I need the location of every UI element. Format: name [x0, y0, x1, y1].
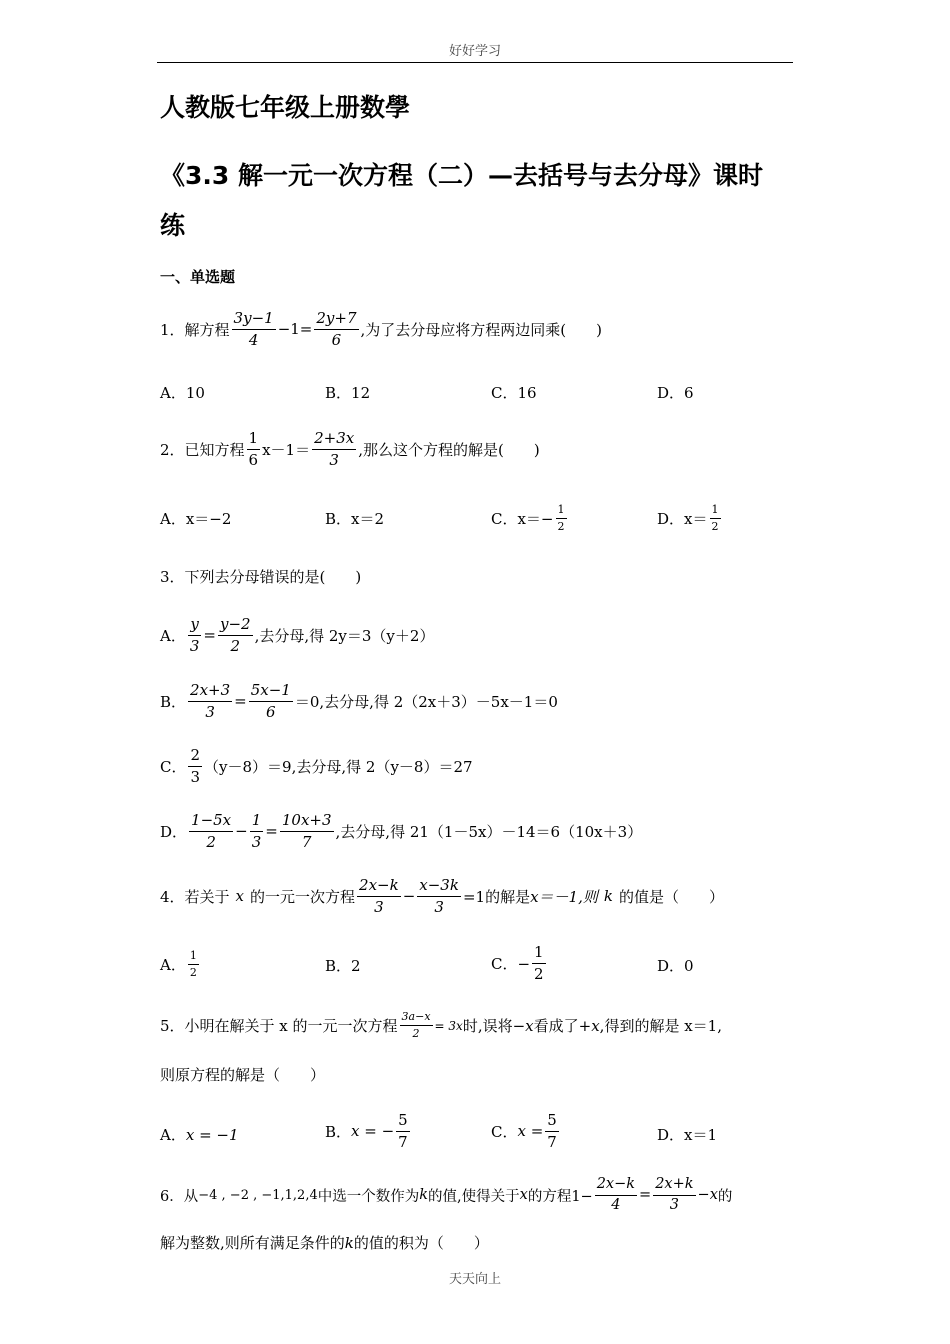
q3d-label: D． [160, 822, 188, 841]
header-rule [157, 62, 793, 63]
q5-f-num: 3a−x [400, 1011, 433, 1026]
q4-var-k: k [603, 887, 613, 905]
q4-f1-den: 3 [374, 897, 384, 916]
q2-option-c-fraction [556, 504, 567, 533]
q5-eq: = 3x [434, 1018, 463, 1033]
q4-mid2: =1的解是 [462, 887, 531, 906]
q4-suffix: 的值是（ ） [618, 887, 724, 906]
q3b-label: B． [160, 692, 187, 711]
q4-solution: x＝－1,则 [530, 887, 598, 906]
q2-optd-den: 2 [711, 520, 719, 534]
q1-f2-den: 6 [331, 330, 342, 349]
q3c-text: （y－8）＝9,去分母,得 2（y－8）＝27 [204, 757, 473, 776]
q1-option-a[interactable]: A．10 [160, 384, 205, 402]
q3d-text: ,去分母,得 21（1－5x）－14＝6（10x＋3） [335, 822, 643, 841]
q6-f2-den: 3 [669, 1196, 679, 1213]
q4-option-c-label: C．− [491, 954, 531, 973]
q2-option-c[interactable] [491, 504, 569, 533]
q5-mid2: 看成了 [533, 1017, 579, 1036]
q3-option-a[interactable] [160, 616, 434, 654]
q4-option-c[interactable] [491, 944, 548, 982]
q3b-eq: = [234, 692, 247, 710]
q3c-f1-den: 3 [190, 767, 201, 786]
q5-option-b-expr: x = − [351, 1122, 395, 1140]
q4-minus: − [402, 887, 416, 905]
q6-eq: = [639, 1187, 652, 1204]
section-heading: 一、单选题 [160, 268, 236, 286]
page-footer: 天天向上 [448, 1272, 501, 1287]
q1-f1-den: 4 [248, 330, 259, 349]
q5-prefix: 5．小明在解关于 x 的一元一次方程 [160, 1017, 398, 1036]
q5-option-b-fraction [396, 1112, 410, 1150]
q4-mid1: 的一元一次方程 [250, 887, 356, 906]
q6-line-2 [160, 1232, 489, 1253]
q5-option-b[interactable] [325, 1112, 412, 1150]
q2-fraction-1 [247, 430, 261, 468]
q1-option-d[interactable]: D．6 [657, 384, 694, 402]
q5-line-2: 则原方程的解是（ ） [160, 1066, 326, 1084]
q3d-minus: − [235, 822, 248, 840]
q5-option-a-expr: x = −1 [185, 1125, 239, 1144]
q5-option-c-expr: x = [517, 1122, 544, 1140]
q3d-f3-den: 7 [301, 832, 312, 851]
doc-title-line1: 人教版七年级上册数學 [160, 93, 411, 122]
q3d-f3-num: 10x+3 [280, 812, 334, 832]
q4-optc-den: 2 [534, 964, 544, 983]
q2-f1-num: 1 [247, 430, 261, 450]
q2-prefix: 2．已知方程 [160, 440, 245, 459]
q5-suffix: ,得到的解是 x＝1, [599, 1017, 722, 1036]
q2-optc-den: 2 [557, 520, 565, 534]
q6-fraction-1 [595, 1177, 637, 1214]
q5-neg-x: −x [512, 1016, 534, 1035]
q2-mid: x－1＝ [262, 440, 311, 459]
q2-option-d[interactable] [657, 504, 723, 533]
q3a-f1-den: 3 [189, 636, 200, 655]
q5-option-c[interactable] [491, 1112, 561, 1150]
q4-prefix: 4．若关于 [160, 887, 230, 906]
q2-option-d-fraction [710, 504, 721, 533]
q5-pos-x: +x [578, 1016, 600, 1035]
q3c-label: C． [160, 757, 187, 776]
q4-f1-num: 2x−k [357, 877, 401, 897]
question-3: 3．下列去分母错误的是( ) [160, 568, 362, 586]
q5-fraction [400, 1011, 433, 1040]
q3b-fraction-2 [249, 682, 293, 720]
q6-fraction-2 [653, 1177, 695, 1214]
q5-option-c-label: C． [491, 1122, 518, 1141]
q6-nums: −4 , −2 , −1,1,2,4 [198, 1187, 318, 1203]
doc-title-line2: 《3.3 解一元一次方程（二）—去括号与去分母》课时 [160, 161, 763, 190]
q1-option-b[interactable]: B．12 [325, 384, 371, 402]
q4-f2-num: x−3k [417, 877, 461, 897]
q6-line2-b: 的值的积为（ ） [353, 1234, 489, 1252]
q2-f2-num: 2+3x [312, 430, 356, 450]
q2-fraction-2 [312, 430, 356, 468]
q4-option-d[interactable]: D．0 [657, 957, 694, 975]
question-1 [160, 310, 602, 348]
q3b-f2-den: 6 [266, 702, 276, 721]
q4-option-a-label: A． [160, 956, 186, 975]
q3d-f2-num: 1 [250, 812, 264, 832]
q1-suffix: ,为了去分母应将方程两边同乘( ) [360, 320, 602, 339]
q6-tail: −x [697, 1187, 718, 1204]
q3a-f1-num: y [188, 616, 200, 636]
q4-fraction-1 [357, 877, 401, 915]
q4-opta-den: 2 [189, 966, 197, 980]
q1-option-c[interactable]: C．16 [491, 384, 537, 402]
q3-option-d[interactable] [160, 812, 642, 850]
q2-suffix: ,那么这个方程的解是( ) [358, 440, 540, 459]
q3b-fraction-1 [188, 682, 232, 720]
q1-prefix: 1．解方程 [160, 320, 230, 339]
q5-option-a[interactable] [160, 1124, 239, 1145]
q1-fraction-1 [232, 310, 276, 348]
q4-fraction-2 [417, 877, 461, 915]
q5-option-c-fraction [545, 1112, 559, 1150]
question-4 [160, 877, 724, 915]
q2-option-c-label: C．x＝− [491, 510, 554, 529]
q4-option-c-fraction [532, 944, 546, 982]
q5-mid: 时,误将 [462, 1017, 513, 1036]
q4-option-a-fraction [188, 950, 199, 979]
q6-var-k: k [419, 1187, 429, 1204]
question-5 [160, 1011, 722, 1040]
q6-suffix: 的 [717, 1188, 733, 1205]
q3c-f1-num: 2 [188, 747, 202, 767]
q6-f2-num: 2x+k [653, 1177, 695, 1196]
q6-mid1: 中选一个数作为 [317, 1188, 420, 1205]
q6-line2-a: 解为整数,则所有满足条件的 [160, 1234, 345, 1252]
q3b-f2-num: 5x−1 [249, 682, 293, 702]
q2-f2-den: 3 [329, 450, 339, 469]
q5-optc-den: 7 [547, 1132, 557, 1151]
q3d-fraction-3 [280, 812, 334, 850]
q5-f-den: 2 [412, 1027, 420, 1041]
q3a-text: ,去分母,得 2y＝3（y＋2） [254, 626, 435, 645]
q4-option-b[interactable]: B．2 [325, 957, 361, 975]
q2-f1-den: 6 [248, 450, 259, 469]
q3d-f1-den: 2 [206, 832, 216, 851]
q5-option-b-label: B． [325, 1122, 352, 1141]
q6-line2-k: k [344, 1233, 354, 1252]
q4-optc-num: 1 [532, 944, 546, 964]
q4-var-x: x [235, 887, 245, 905]
q3a-eq: = [203, 626, 216, 644]
page-header: 好好学习 [448, 44, 501, 59]
q1-f2-num: 2y+7 [314, 310, 358, 330]
question-6 [160, 1177, 732, 1214]
q2-option-b[interactable]: B．x＝2 [325, 510, 385, 528]
q3-option-b[interactable] [160, 682, 558, 720]
q2-option-a[interactable]: A．x＝−2 [160, 510, 232, 528]
q1-fraction-2 [314, 310, 358, 348]
q2-optc-num: 1 [556, 504, 567, 519]
q2-option-d-label: D．x＝ [657, 510, 708, 529]
q6-f1-den: 4 [611, 1196, 621, 1213]
q3c-fraction [188, 747, 202, 785]
q4-f2-den: 3 [434, 897, 444, 916]
q3a-fraction-2 [218, 616, 253, 654]
q3b-f1-den: 3 [205, 702, 215, 721]
q3d-fraction-1 [189, 812, 233, 850]
q1-f1-num: 3y−1 [232, 310, 276, 330]
q5-option-a-label: A． [160, 1126, 186, 1144]
doc-title-line3: 练 [160, 211, 186, 240]
q3d-f2-den: 3 [251, 832, 262, 851]
q4-option-a[interactable] [160, 950, 201, 979]
q5-optc-num: 5 [545, 1112, 559, 1132]
q3d-eq: = [265, 822, 278, 840]
q3a-label: A． [160, 626, 186, 645]
q6-mid2: 的值,使得关于 [428, 1188, 520, 1205]
q6-mid3: 的方程1− [527, 1188, 593, 1205]
q3b-f1-num: 2x+3 [188, 682, 232, 702]
q3a-f2-den: 2 [230, 636, 241, 655]
q3a-fraction-1 [188, 616, 202, 654]
question-2 [160, 430, 540, 468]
q5-optb-den: 7 [398, 1132, 408, 1151]
q3d-f1-num: 1−5x [189, 812, 233, 832]
q2-optd-num: 1 [710, 504, 721, 519]
q6-prefix: 6．从 [160, 1188, 199, 1205]
q4-opta-num: 1 [188, 950, 199, 965]
q6-var-x: x [519, 1187, 528, 1204]
q3b-text: ＝0,去分母,得 2（2x＋3）－5x－1＝0 [294, 692, 558, 711]
q3a-f2-num: y−2 [218, 616, 253, 636]
q3d-fraction-2 [250, 812, 264, 850]
q5-optb-num: 5 [396, 1112, 410, 1132]
q5-option-d[interactable]: D．x＝1 [657, 1126, 718, 1144]
q6-f1-num: 2x−k [595, 1177, 637, 1196]
q3-option-c[interactable] [160, 747, 473, 785]
q1-mid: −1= [277, 320, 313, 338]
